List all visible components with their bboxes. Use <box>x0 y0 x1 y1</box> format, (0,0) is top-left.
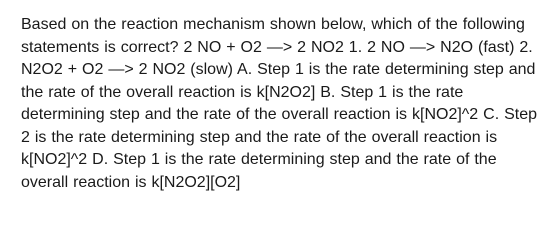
question-text: Based on the reaction mechanism shown below, which of the following statements is correct? 2 NO + O2 —> 2 NO2 1. 2 NO —> N2O (fast) 2. N2O2 + O2 —> 2 NO2 (slow) A. Step 1 is the rate determining step and the rate of the overall reaction is k[N2O2] B. Step 1 is the rate determining step and the rate of the overall reaction is k[NO2]^2 C. Step 2 is the rate determining step and the rate of the overall reaction is k[NO2]^2 D. Step 1 is the rate determining step and the rate of the overall reaction is k[N2O2][O2] <box>21 16 537 191</box>
